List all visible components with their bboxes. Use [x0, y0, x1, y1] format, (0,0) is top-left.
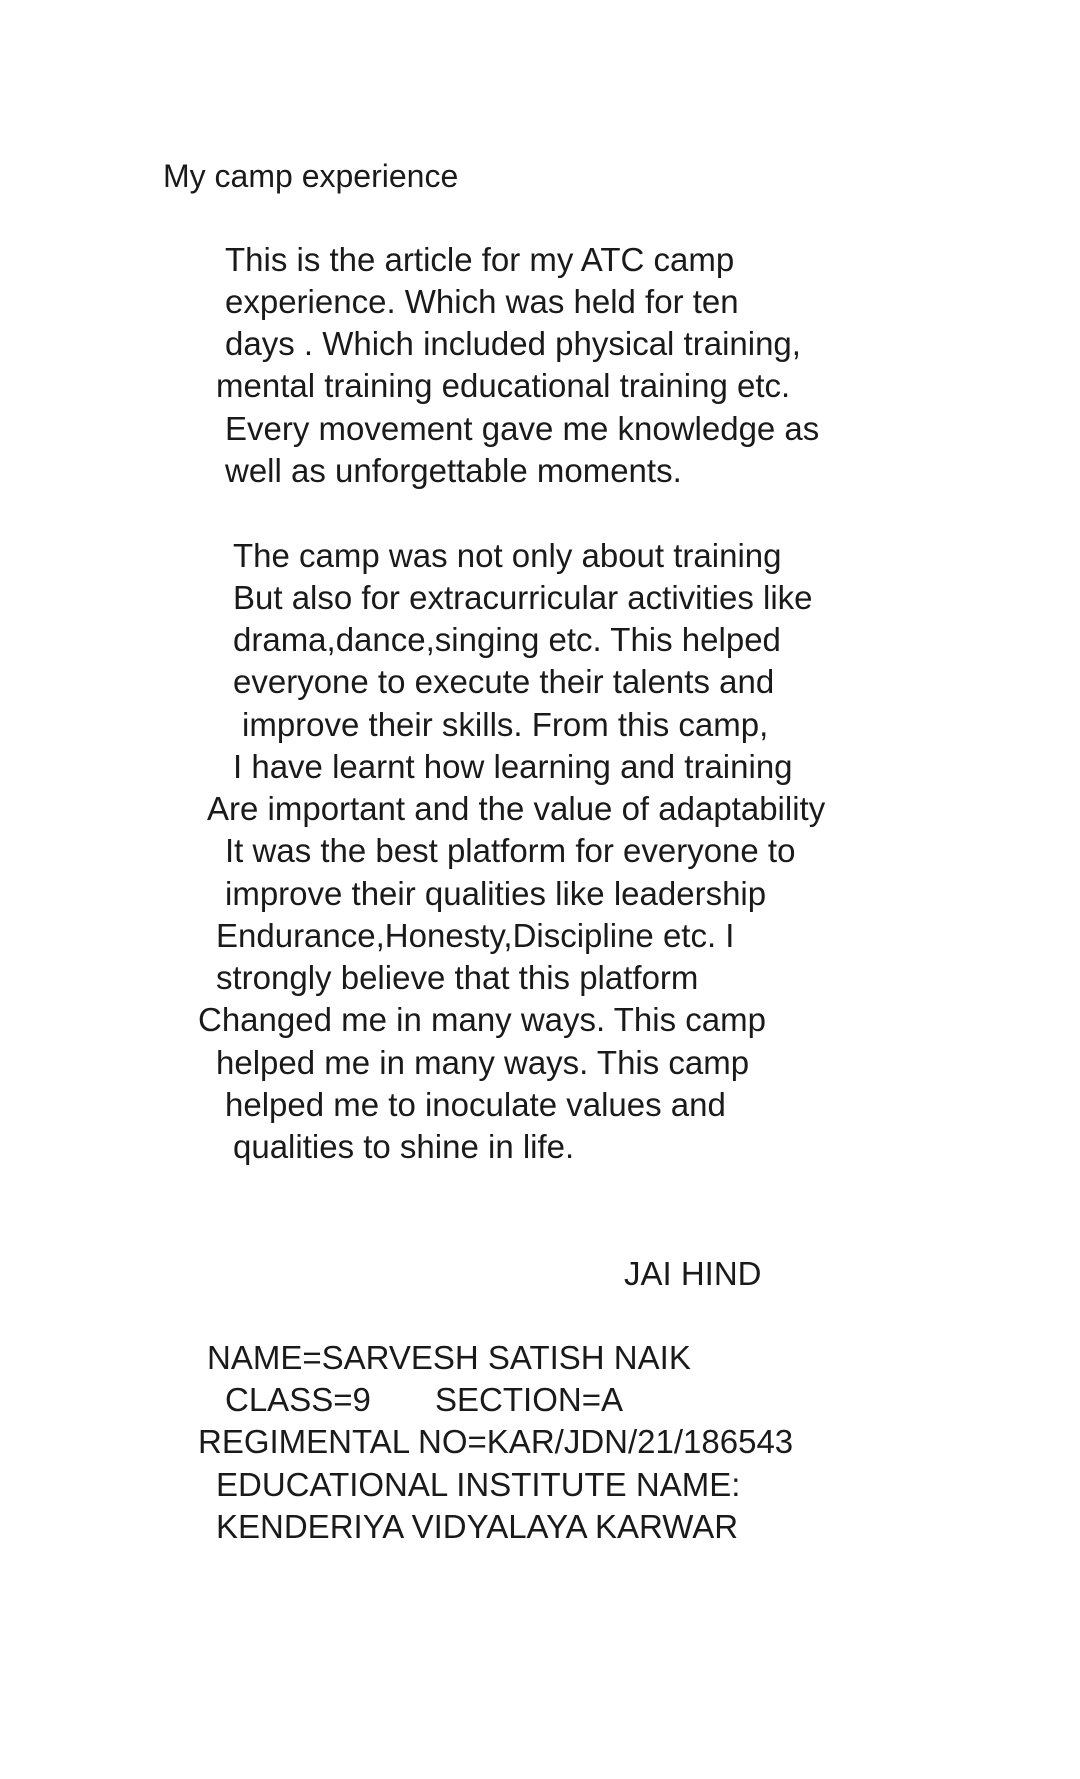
institute-name: KENDERIYA VIDYALAYA KARWAR: [216, 1508, 739, 1545]
paragraph-line: Endurance,Honesty,Discipline etc. I: [216, 917, 735, 954]
paragraph-line: strongly believe that this platform: [216, 959, 699, 996]
closing-salutation: JAI HIND: [624, 1255, 762, 1292]
paragraph-line: It was the best platform for everyone to: [225, 832, 796, 869]
paragraph-line: Every movement gave me knowledge as: [225, 410, 820, 447]
paragraph-line: mental training educational training etc.: [216, 367, 791, 404]
paragraph-line: everyone to execute their talents and: [233, 663, 775, 700]
page-title: My camp experience: [163, 158, 459, 194]
paragraph-line: The camp was not only about training: [233, 537, 782, 574]
paragraph-line: improve their skills. From this camp,: [242, 706, 769, 743]
paragraph-line: well as unforgettable moments.: [225, 452, 682, 489]
paragraph-line: helped me to inoculate values and: [225, 1086, 726, 1123]
paragraph-line: I have learnt how learning and training: [233, 748, 793, 785]
paragraph-line: improve their qualities like leadership: [225, 875, 767, 912]
paragraph-line: Changed me in many ways. This camp: [198, 1001, 766, 1038]
institute-label: EDUCATIONAL INSTITUTE NAME:: [216, 1466, 741, 1503]
paragraph-line: drama,dance,singing etc. This helped: [233, 621, 781, 658]
regimental-number: REGIMENTAL NO=KAR/JDN/21/186543: [198, 1423, 794, 1460]
paragraph-line: days . Which included physical training,: [225, 325, 801, 362]
paragraph-line: Are important and the value of adaptability: [207, 790, 826, 827]
student-name: NAME=SARVESH SATISH NAIK: [207, 1339, 691, 1376]
paragraph-line: helped me in many ways. This camp: [216, 1044, 750, 1081]
class-section: CLASS=9 SECTION=A: [225, 1381, 623, 1418]
paragraph-line: This is the article for my ATC camp: [225, 241, 735, 278]
paragraph-line: But also for extracurricular activities like: [233, 579, 813, 616]
paragraph-line: experience. Which was held for ten: [225, 283, 739, 320]
paragraph-line: qualities to shine in life.: [233, 1128, 575, 1165]
